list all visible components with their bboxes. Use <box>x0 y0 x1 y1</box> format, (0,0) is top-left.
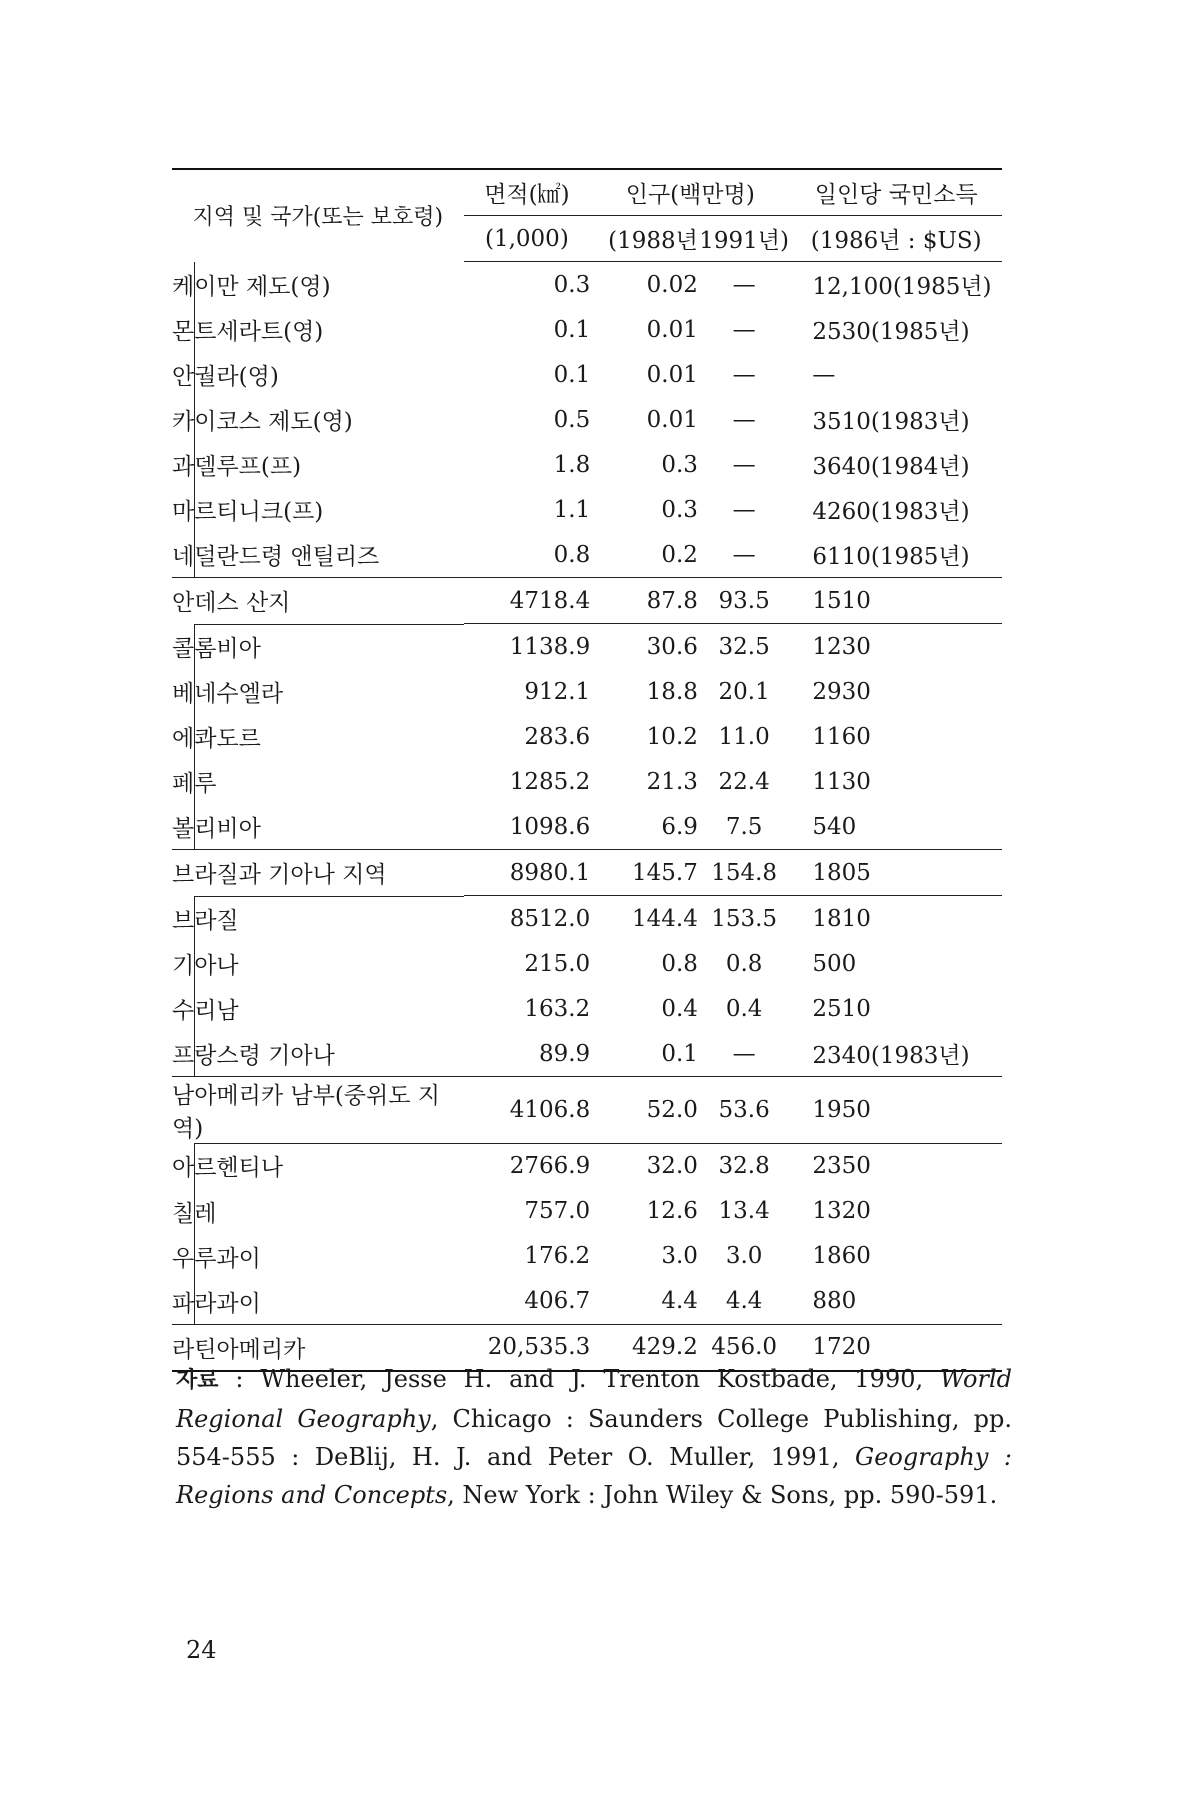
cell-pop-1991: — <box>732 451 756 478</box>
cell-income: 1860 <box>812 1243 871 1269</box>
cell-pop-1991: 4.4 <box>725 1288 763 1314</box>
cell-name: 카이코스 제도(영) <box>172 397 464 442</box>
cell-pop-1988: 0.01 <box>646 361 698 388</box>
cell-pop-1988: 32.0 <box>590 1143 698 1189</box>
cell-area: 163.2 <box>524 995 591 1022</box>
cell-pop-1991: 153.5 <box>698 896 790 942</box>
cell-area: 1285.2 <box>509 768 591 795</box>
table-row <box>172 532 1002 578</box>
cell-pop-1991: — <box>732 316 756 343</box>
cell-pop-1988: 0.01 <box>646 316 698 343</box>
table-row <box>172 1189 1002 1234</box>
cell-name: 안궐라(영) <box>172 352 464 397</box>
cell-income: 2510 <box>812 995 871 1022</box>
cell-name: 칠레 <box>172 1189 464 1234</box>
cell-area: 4106.8 <box>464 1077 591 1144</box>
cell-name: 마르티니크(프) <box>172 487 464 532</box>
table-row <box>172 1234 1002 1279</box>
cell-area: 1098.6 <box>509 813 591 840</box>
cell-pop-1988: 12.6 <box>646 1198 698 1224</box>
cell-income: 2340(1983년) <box>812 1043 970 1069</box>
cell-name: 브라질 <box>172 896 464 942</box>
header-area-unit: (1,000) <box>464 216 591 262</box>
cell-name: 아르헨티나 <box>172 1143 464 1189</box>
region-row <box>172 850 1002 896</box>
cell-pop-1988: 18.8 <box>646 678 698 705</box>
table-row <box>172 986 1002 1031</box>
table-row <box>172 804 1002 850</box>
cell-area: 20,535.3 <box>464 1324 591 1371</box>
cell-income: 540 <box>812 813 857 840</box>
cell-pop-1991: 0.4 <box>725 995 763 1022</box>
cell-pop-1991: — <box>732 406 756 433</box>
cell-pop-1988: 429.2 <box>590 1324 698 1371</box>
cell-area: 8980.1 <box>464 850 591 896</box>
table-row <box>172 941 1002 986</box>
cell-pop-1988: 0.4 <box>661 995 698 1022</box>
cell-pop-1988: 30.6 <box>590 624 698 670</box>
cell-income: 1130 <box>812 768 871 795</box>
table-row <box>172 442 1002 487</box>
cell-income: 4260(1983년) <box>812 499 970 525</box>
cell-income: 500 <box>812 950 857 977</box>
cell-income: 1160 <box>812 723 871 750</box>
cell-name: 남아메리카 남부(중위도 지역) <box>172 1077 464 1144</box>
cell-name: 기아나 <box>172 941 464 986</box>
cell-income: 1320 <box>812 1198 871 1224</box>
cell-pop-1991: 0.8 <box>725 950 763 977</box>
cell-pop-1988: 0.01 <box>646 406 698 433</box>
cell-area: 8512.0 <box>464 896 591 942</box>
source-text-2: , Chicago : Saunders College Publishing, pp. 554-555 : DeBlij, H. J. and Peter O. Muller, 1991, <box>176 1405 1012 1471</box>
cell-pop-1991: — <box>732 496 756 523</box>
cell-pop-1988: 144.4 <box>590 896 698 942</box>
cell-name: 수리남 <box>172 986 464 1031</box>
cell-name: 볼리비아 <box>172 804 464 850</box>
cell-income: 2350 <box>790 1143 1002 1189</box>
cell-pop-1991: 32.5 <box>698 624 790 670</box>
table-row <box>172 262 1002 308</box>
cell-area: 0.3 <box>553 271 591 298</box>
cell-income: 3640(1984년) <box>812 454 970 480</box>
cell-pop-1988: 0.2 <box>661 541 698 568</box>
cell-pop-1991: 154.8 <box>698 850 790 896</box>
statistics-table <box>172 168 1002 1372</box>
source-title-1: World Regional Geography <box>176 1365 1012 1433</box>
cell-area: 176.2 <box>524 1243 591 1269</box>
cell-pop-1991: 93.5 <box>698 578 790 624</box>
header-pop-1988: (1988년 <box>590 216 698 262</box>
cell-name: 브라질과 기아나 지역 <box>172 850 464 896</box>
cell-pop-1991: — <box>732 541 756 568</box>
header-region: 지역 및 국가(또는 보호령) <box>172 169 464 262</box>
region-row <box>172 1077 1002 1144</box>
source-text-1: : Wheeler, Jesse H. and J. Trenton Kostbade, 1990, <box>218 1365 940 1393</box>
table-row <box>172 1279 1002 1325</box>
table-row <box>172 669 1002 714</box>
source-citation <box>176 1360 1012 1514</box>
cell-pop-1991: 456.0 <box>698 1324 790 1371</box>
cell-area: 1.1 <box>553 496 591 523</box>
cell-name: 파라과이 <box>172 1279 464 1325</box>
cell-pop-1988: 0.02 <box>646 271 698 298</box>
cell-name: 라틴아메리카 <box>172 1324 464 1371</box>
table-row <box>172 624 1002 670</box>
cell-name: 페루 <box>172 759 464 804</box>
header-pop-1991: 1991년) <box>698 216 790 262</box>
cell-income: 12,100(1985년) <box>812 274 992 300</box>
cell-area: 0.8 <box>553 541 591 568</box>
cell-pop-1988: 0.1 <box>661 1040 698 1067</box>
table-row <box>172 714 1002 759</box>
cell-pop-1988: 52.0 <box>590 1077 698 1144</box>
cell-pop-1991: 13.4 <box>718 1198 770 1224</box>
cell-area: 912.1 <box>524 678 591 705</box>
cell-pop-1991: 3.0 <box>725 1243 763 1269</box>
cell-area: 2766.9 <box>464 1143 591 1189</box>
cell-income: 1810 <box>790 896 1002 942</box>
header-area: 면적(㎢) <box>464 169 591 216</box>
cell-area: 89.9 <box>538 1040 591 1067</box>
cell-pop-1991: 7.5 <box>725 813 763 840</box>
page-number: 24 <box>186 1636 217 1664</box>
cell-income: 1950 <box>790 1077 1002 1144</box>
cell-income: 1720 <box>790 1324 1002 1371</box>
cell-name: 베네수엘라 <box>172 669 464 714</box>
cell-area: 283.6 <box>524 723 591 750</box>
cell-pop-1988: 0.3 <box>661 496 698 523</box>
cell-pop-1988: 21.3 <box>646 768 698 795</box>
cell-name: 콜롬비아 <box>172 624 464 670</box>
table-row <box>172 307 1002 352</box>
header-income: 일인당 국민소득 <box>790 169 1002 216</box>
source-label: 자료 <box>176 1368 219 1393</box>
cell-pop-1991: — <box>732 1040 756 1067</box>
cell-name: 에콰도르 <box>172 714 464 759</box>
cell-pop-1991: — <box>732 361 756 388</box>
cell-pop-1991: 32.8 <box>698 1143 790 1189</box>
cell-pop-1988: 145.7 <box>590 850 698 896</box>
table-row <box>172 759 1002 804</box>
header-population: 인구(백만명) <box>590 169 790 216</box>
source-title-2: Geography : Regions and Concepts <box>176 1443 1013 1509</box>
cell-area: 4718.4 <box>464 578 591 624</box>
cell-area: 215.0 <box>524 950 591 977</box>
header-income-unit: (1986년 : $US) <box>790 216 1002 262</box>
cell-area: 1.8 <box>553 451 591 478</box>
table-row <box>172 397 1002 442</box>
cell-income: 2530(1985년) <box>812 319 970 345</box>
cell-area: 0.1 <box>553 361 591 388</box>
cell-pop-1991: 11.0 <box>718 723 770 750</box>
cell-pop-1988: 10.2 <box>646 723 698 750</box>
cell-income: — <box>812 361 836 388</box>
cell-pop-1991: — <box>732 271 756 298</box>
cell-area: 406.7 <box>524 1288 591 1314</box>
cell-income: 2930 <box>812 678 871 705</box>
cell-pop-1991: 53.6 <box>698 1077 790 1144</box>
cell-pop-1988: 4.4 <box>661 1288 698 1314</box>
cell-income: 3510(1983년) <box>812 409 970 435</box>
table-row <box>172 487 1002 532</box>
table-row <box>172 896 1002 942</box>
cell-area: 0.5 <box>553 406 591 433</box>
cell-pop-1988: 87.8 <box>590 578 698 624</box>
cell-income: 880 <box>812 1288 857 1314</box>
cell-name: 케이만 제도(영) <box>172 262 464 308</box>
table-row <box>172 1143 1002 1189</box>
region-row <box>172 578 1002 624</box>
cell-income: 1230 <box>790 624 1002 670</box>
cell-pop-1988: 0.8 <box>661 950 698 977</box>
cell-area: 1138.9 <box>464 624 591 670</box>
cell-name: 과델루프(프) <box>172 442 464 487</box>
table-row <box>172 352 1002 397</box>
cell-income: 1510 <box>790 578 1002 624</box>
cell-pop-1991: 20.1 <box>718 678 770 705</box>
cell-name: 몬트세라트(영) <box>172 307 464 352</box>
cell-income: 6110(1985년) <box>812 544 970 570</box>
cell-pop-1988: 0.3 <box>661 451 698 478</box>
cell-pop-1988: 6.9 <box>661 813 698 840</box>
cell-pop-1988: 3.0 <box>661 1243 698 1269</box>
cell-name: 안데스 산지 <box>172 578 464 624</box>
cell-income: 1805 <box>790 850 1002 896</box>
cell-pop-1991: 22.4 <box>718 768 770 795</box>
cell-name: 네덜란드령 앤틸리즈 <box>172 532 464 578</box>
table-row <box>172 1031 1002 1077</box>
cell-name: 우루과이 <box>172 1234 464 1279</box>
cell-name: 프랑스령 기아나 <box>172 1031 464 1077</box>
source-text-3: , New York : John Wiley & Sons, pp. 590-591. <box>447 1481 998 1509</box>
cell-area: 757.0 <box>524 1198 591 1224</box>
cell-area: 0.1 <box>553 316 591 343</box>
